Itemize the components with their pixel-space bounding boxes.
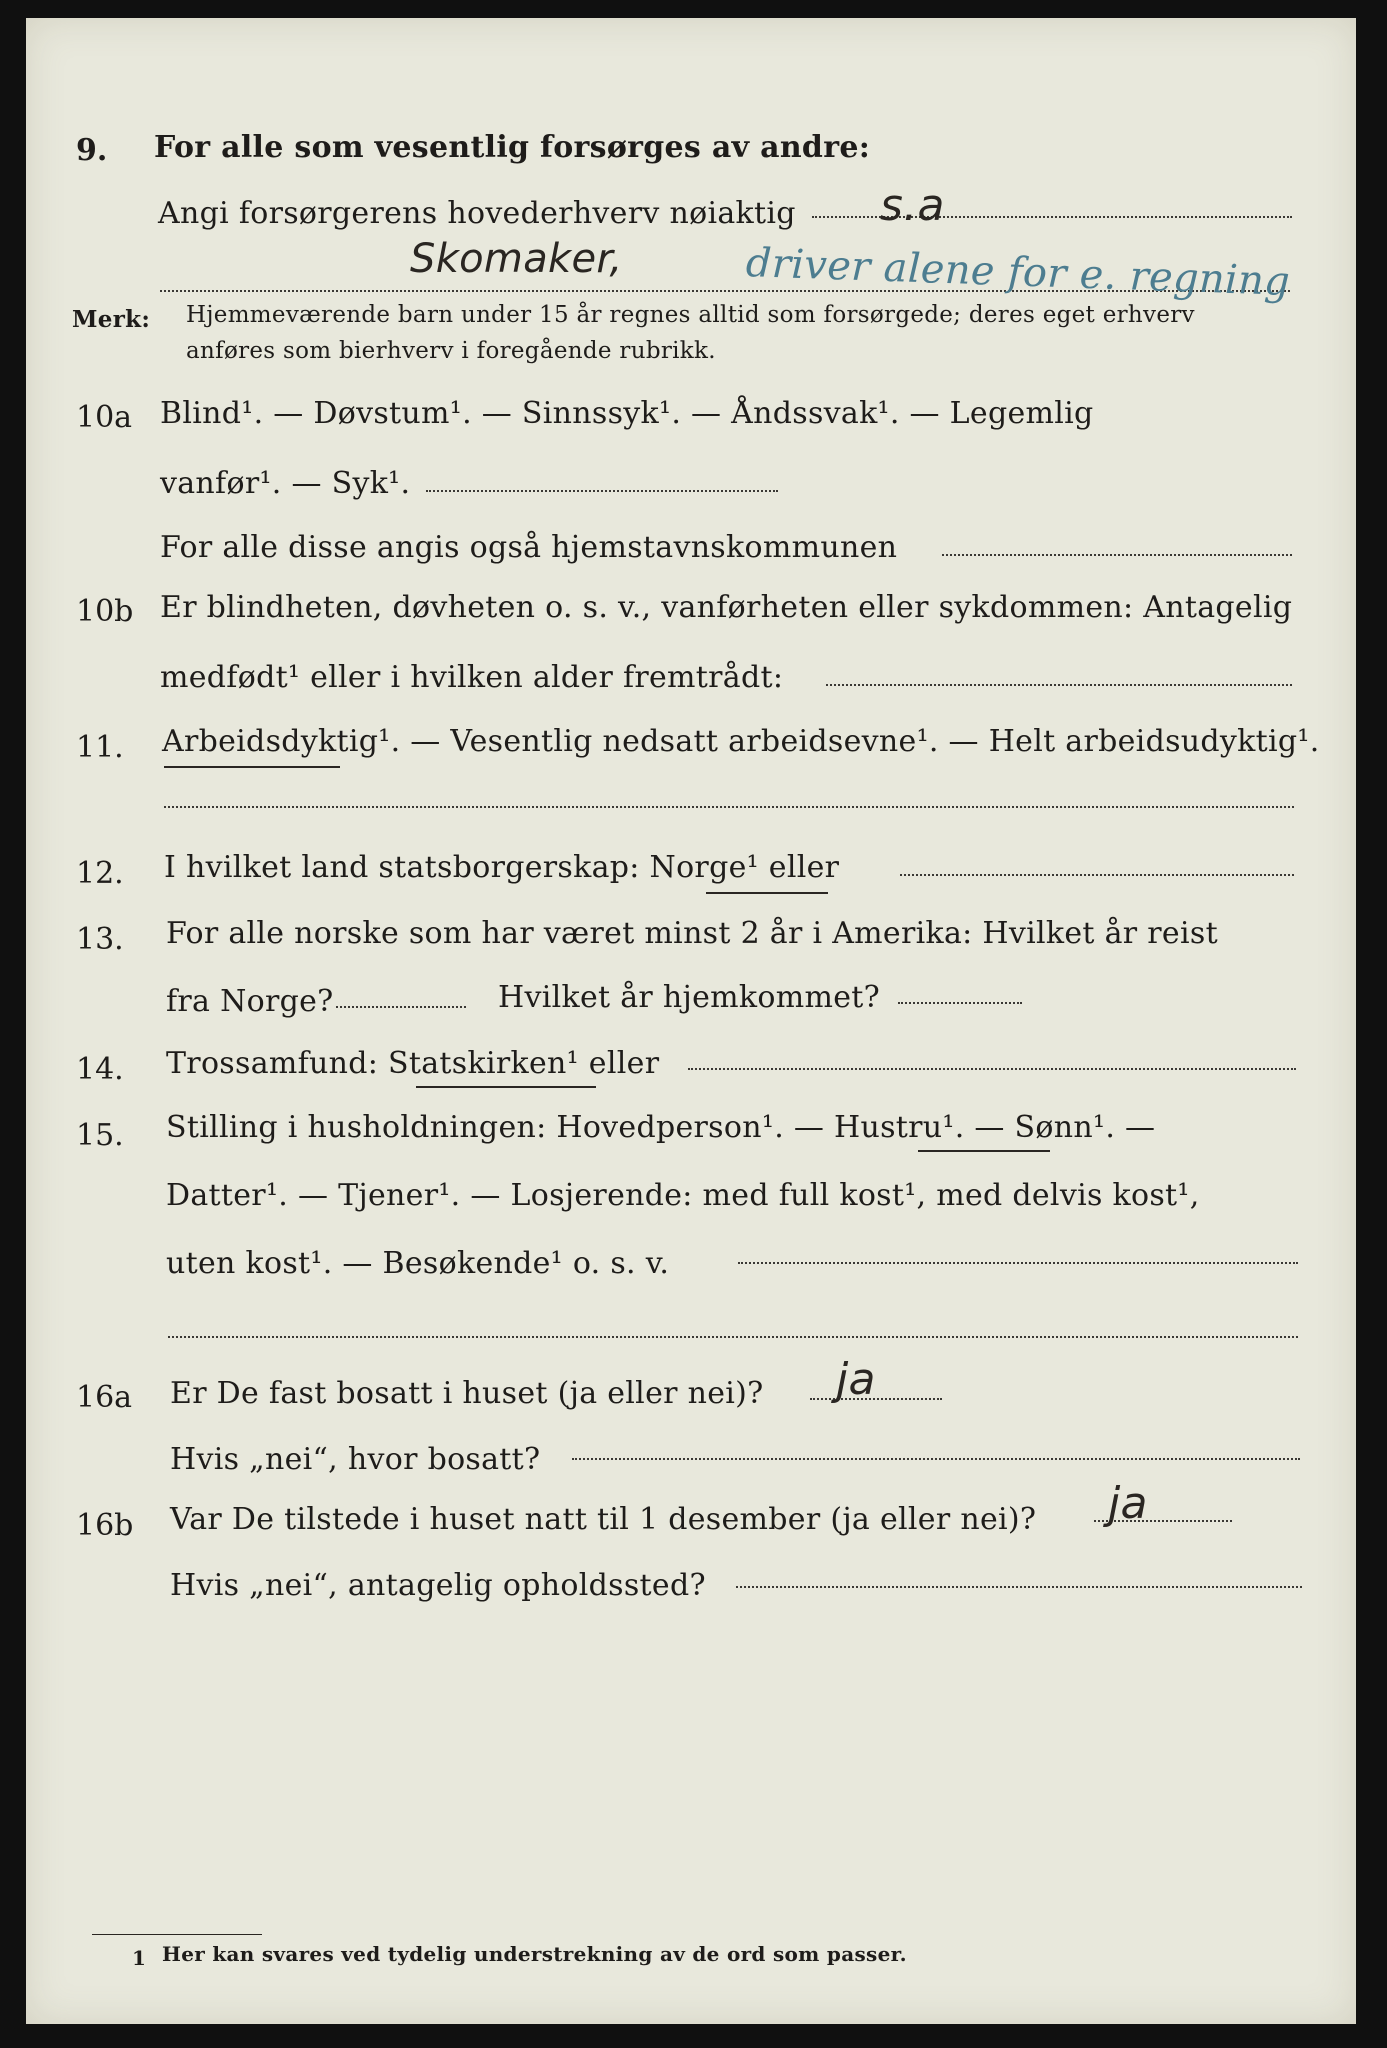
q10a-line-1: Blind¹. — Døvstum¹. — Sinnssyk¹. — Åndssvak¹. — Legemlig <box>160 396 1094 431</box>
q15-line-1: Stilling i husholdningen: Hovedperson¹. — Hustru¹. — Sønn¹. — <box>166 1110 1156 1145</box>
footnote-rule <box>92 1934 262 1935</box>
q14-number: 14. <box>76 1052 124 1087</box>
q15-answer-line-1 <box>738 1262 1298 1264</box>
q9-handwritten-answer-1: s.a <box>880 180 945 231</box>
q11-handwritten-underline <box>164 766 340 768</box>
q10a-answer-line-1 <box>426 490 778 492</box>
merk-line-2: anføres som bierhverv i foregående rubrikk. <box>186 338 716 364</box>
q12-number: 12. <box>76 856 124 891</box>
q16b-number: 16b <box>76 1508 134 1543</box>
q9-handwritten-answer-2a: Skomaker, <box>410 236 623 282</box>
q16b-answer-line-2 <box>736 1586 1302 1588</box>
q14-handwritten-underline <box>416 1086 596 1088</box>
q10a-line-2: vanfør¹. — Syk¹. <box>160 466 411 501</box>
q15-line-3: uten kost¹. — Besøkende¹ o. s. v. <box>166 1246 670 1281</box>
q16b-handwritten-answer: ja <box>1108 1478 1148 1529</box>
q12-line-1: I hvilket land statsborgerskap: Norge¹ eller <box>164 850 840 885</box>
q16b-line-1: Var De tilstede i huset natt til 1 desember (ja eller nei)? <box>170 1502 1037 1537</box>
q10a-answer-line-2 <box>942 554 1292 556</box>
q12-handwritten-underline <box>706 892 828 894</box>
q15-number: 15. <box>76 1118 124 1153</box>
merk-label: Merk: <box>72 306 151 333</box>
q16a-number: 16a <box>76 1380 133 1415</box>
q13-answer-line-1 <box>336 1006 466 1008</box>
q13-answer-line-2 <box>898 1002 1022 1004</box>
q11-answer-line <box>164 806 1294 808</box>
q10a-number: 10a <box>76 400 133 435</box>
q10b-answer-line <box>826 684 1292 686</box>
q15-answer-line-2 <box>168 1336 1298 1338</box>
footnote-marker: 1 <box>132 1946 147 1970</box>
q13-line-1: For alle norske som har været minst 2 år i Amerika: Hvilket år reist <box>166 916 1218 951</box>
q14-line-1: Trossamfund: Statskirken¹ eller <box>166 1046 660 1081</box>
q16a-line-2: Hvis „nei“, hvor bosatt? <box>170 1442 541 1477</box>
q9-number: 9. <box>76 133 108 168</box>
q13-line-2b: Hvilket år hjemkommet? <box>498 980 881 1015</box>
q9-prompt: Angi forsørgerens hovederhverv nøiaktig <box>158 196 796 231</box>
q12-answer-line <box>900 874 1294 876</box>
q10b-line-1: Er blindheten, døvheten o. s. v., vanførheten eller sykdommen: Antagelig <box>160 590 1293 625</box>
q16a-answer-line <box>810 1398 942 1400</box>
q13-line-2a: fra Norge? <box>166 984 334 1019</box>
footnote-text: Her kan svares ved tydelig understrekning av de ord som passer. <box>162 1942 907 1966</box>
q9-handwritten-answer-2b: driver alene for e. regning <box>745 240 1291 305</box>
q16a-line-1: Er De fast bosatt i huset (ja eller nei)? <box>170 1376 764 1411</box>
q15-line-2: Datter¹. — Tjener¹. — Losjerende: med full kost¹, med delvis kost¹, <box>166 1178 1200 1213</box>
q11-line-1: Arbeidsdyktig¹. — Vesentlig nedsatt arbeidsevne¹. — Helt arbeidsudyktig¹. <box>162 724 1320 759</box>
q15-handwritten-underline <box>918 1150 1050 1152</box>
q10a-line-3: For alle disse angis også hjemstavnskommunen <box>160 530 898 565</box>
q10b-line-2: medfødt¹ eller i hvilken alder fremtrådt: <box>160 660 784 695</box>
q16b-line-2: Hvis „nei“, antagelig opholdssted? <box>170 1568 706 1603</box>
q11-number: 11. <box>76 730 124 765</box>
q16a-answer-line-2 <box>572 1458 1300 1460</box>
q13-number: 13. <box>76 922 124 957</box>
q14-answer-line <box>688 1068 1296 1070</box>
q16a-handwritten-answer: ja <box>836 1354 876 1405</box>
merk-line-1: Hjemmeværende barn under 15 år regnes alltid som forsørgede; deres eget erhverv <box>186 302 1195 328</box>
q9-heading: For alle som vesentlig forsørges av andre: <box>154 130 871 165</box>
q10b-number: 10b <box>76 594 134 629</box>
